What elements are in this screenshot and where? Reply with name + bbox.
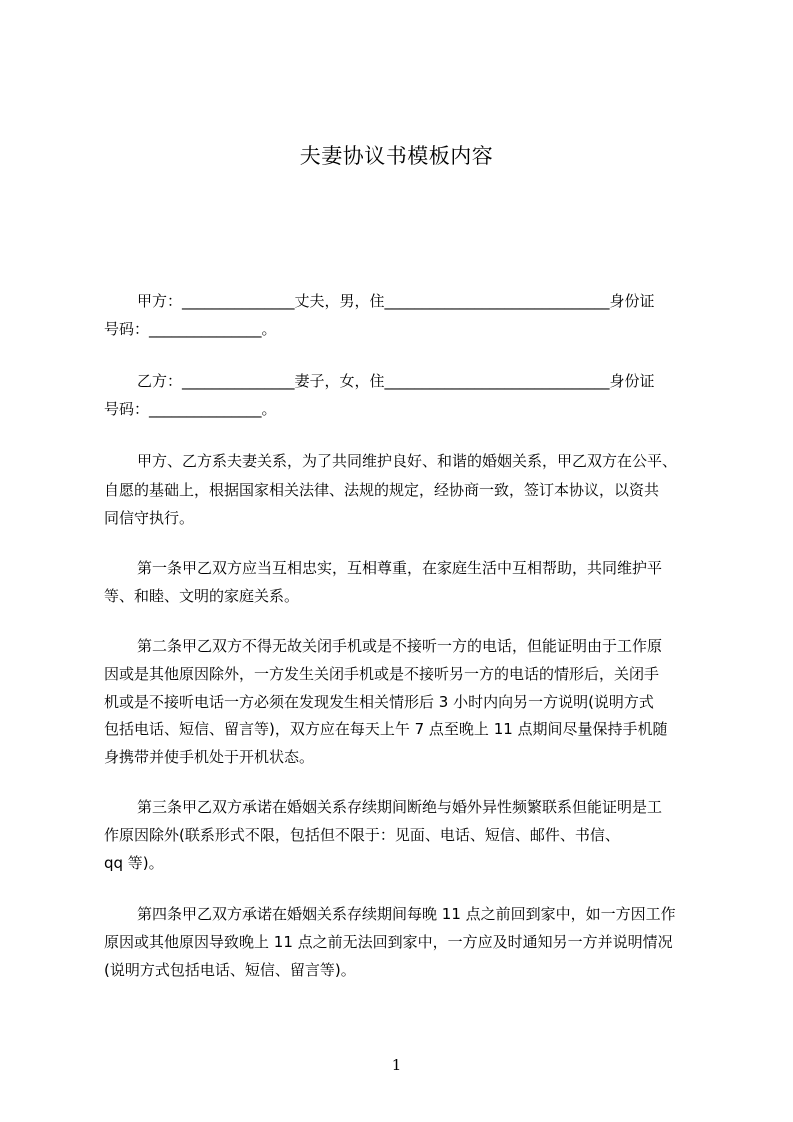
article-2-line: 机或是不接听电话一方必须在发现发生相关情形后 3 小时内向另一方说明(说明方式 <box>104 693 654 711</box>
article-2-line: 包括电话、短信、留言等)，双方应在每天上午 7 点至晚上 11 点期间尽量保持手机随 <box>104 720 668 738</box>
preamble-line: 同信守执行。 <box>104 509 195 527</box>
article-3-line: 第三条甲乙双方承诺在婚姻关系存续期间断绝与婚外异性频繁联系但能证明是工 <box>137 798 663 816</box>
preamble-line: 甲方、乙方系夫妻关系，为了共同维护良好、和谐的婚姻关系，甲乙双方在公平、 <box>137 452 678 470</box>
article-1-line: 第一条甲乙双方应当互相忠实，互相尊重，在家庭生活中互相帮助，共同维护平 <box>137 559 663 577</box>
party-a-line: 甲方：_______________丈夫，男，住______________________________身份证 <box>137 292 655 310</box>
article-3-line: 作原因除外(联系形式不限，包括但不限于：见面、电话、短信、邮件、书信、 <box>104 826 620 844</box>
party-b-id-line: 号码：_______________。 <box>104 400 277 418</box>
article-4-line: 原因或其他原因导致晚上 11 点之前无法回到家中，一方应及时通知另一方并说明情况 <box>104 933 673 951</box>
page-number: 1 <box>391 1056 402 1074</box>
party-b-line: 乙方：_______________妻子，女，住______________________________身份证 <box>137 372 655 390</box>
article-1-line: 等、和睦、文明的家庭关系。 <box>104 587 300 605</box>
article-2-line: 身携带并使手机处于开机状态。 <box>104 748 315 766</box>
article-3-line: qq 等)。 <box>104 854 164 872</box>
article-2-line: 第二条甲乙双方不得无故关闭手机或是不接听一方的电话，但能证明由于工作原 <box>137 637 663 655</box>
preamble-line: 自愿的基础上，根据国家相关法律、法规的规定，经协商一致，签订本协议，以资共 <box>104 481 660 499</box>
article-4-line: (说明方式包括电话、短信、留言等)。 <box>104 961 356 979</box>
party-a-id-line: 号码：_______________。 <box>104 320 277 338</box>
document-title: 夫妻协议书模板内容 <box>299 144 494 168</box>
article-2-line: 因或是其他原因除外，一方发生关闭手机或是不接听另一方的电话的情形后，关闭手 <box>104 665 660 683</box>
article-4-line: 第四条甲乙双方承诺在婚姻关系存续期间每晚 11 点之前回到家中，如一方因工作 <box>137 905 676 923</box>
